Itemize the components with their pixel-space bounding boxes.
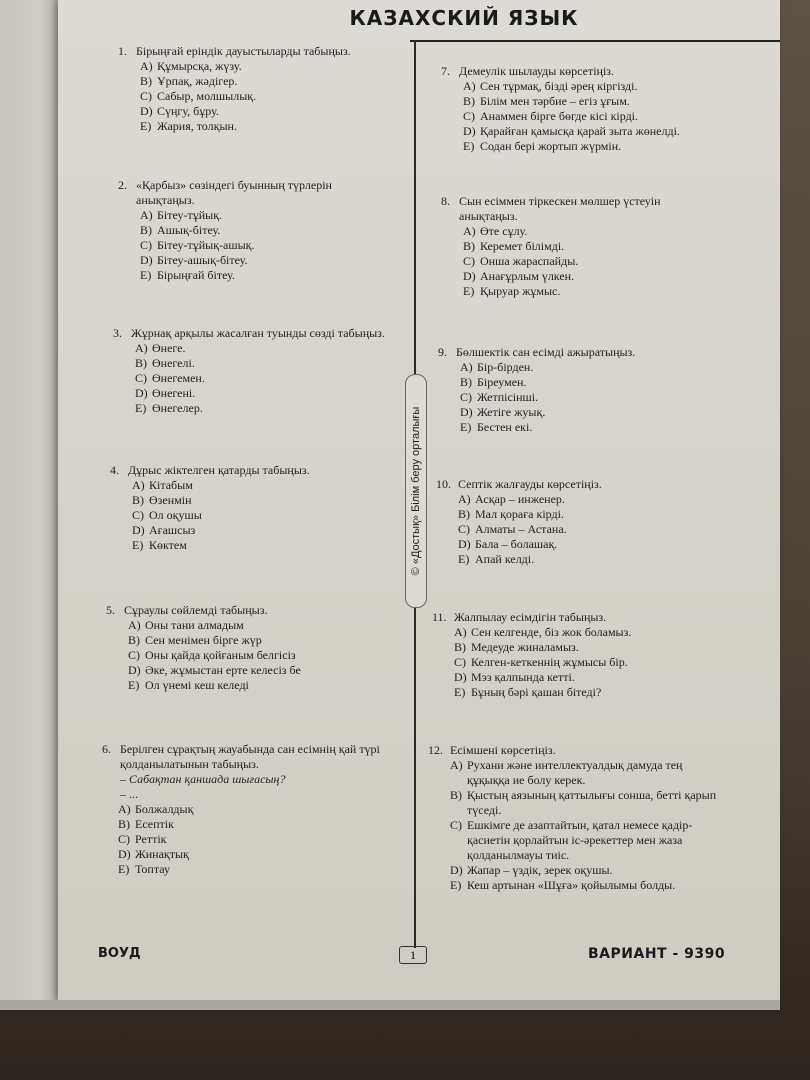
question-4: 4. Дұрыс жіктелген қатарды табыңыз. A) Кітабым B) Өзенмін C) Ол оқушы D) Ағашсыз E) Көктем [110,463,420,553]
question-7: 7. Демеулік шылауды көрсетіңіз. A) Сен тұрмақ, бізді әрең кіргізді. B) Білім мен тәрбие – егіз ұғым. C) Анаммен бірге бөгде кісі кірді. D) Қарайған қамысқа қарай зыта жөнелді. E) Содан бері жортып жүрмін. [441,64,751,154]
option-c: C) Өнегемен. [135,371,205,385]
footer-variant: ВАРИАНТ - 9390 [588,946,726,962]
option-b: B) Біреумен. [460,375,527,389]
page-edge [0,0,58,1000]
option-e: E) Өнегелер. [135,401,203,415]
option-d: D) Бітеу-ашық-бітеу. [140,253,248,267]
option-a: A) Асқар – инженер. [458,492,565,506]
option-b: B) Сен менімен бірге жүр [128,633,262,647]
option-e: E) Бұның бәрі қашан бітеді? [454,685,602,699]
option-b: B) Білім мен тәрбие – егіз ұғым. [463,94,630,108]
option-c: C) Бітеу-тұйық-ашық. [140,238,255,252]
option-c: C) Келген-кеткеннің жұмысы бір. [454,655,628,669]
copyright-label: © «Достық» Білім беру орталығы [405,374,427,608]
option-b: B) Медеуде жиналамыз. [454,640,579,654]
question-3: 3. Жұрнақ арқылы жасалған туынды сөзді табыңыз. A) Өнеге. B) Өнегелі. C) Өнегемен. D) Өнегені. E) Өнегелер. [113,326,423,416]
option-e: E) Содан бері жортып жүрмін. [463,139,622,153]
page-title: КАЗАХСКИЙ ЯЗЫК [349,6,579,30]
exam-page [58,0,780,1000]
option-e: E) Бірыңғай бітеу. [140,268,235,282]
option-a: A) Болжалдық [118,802,194,816]
answer-blank: – ... [120,787,138,801]
option-e: E) Қыруар жұмыс. [463,284,561,298]
option-c: C) Оны қайда қойғаным белгісіз [128,648,296,662]
question-12: 12. Есімшені көрсетіңіз. A) Рухани және интеллектуалдық дамуда тең құқыққа ие болу керек. B) Қыстың аязының қаттылығы сонша, бетті қарып түседі. C) Ешкімге де азаптайтын, қатал немесе қадір-қасиетін қорлайтын іс-әрекеттер мен жаза қолданылмауы тиіс. D) Жапар – үздік, зерек оқушы. E) Кеш артынан «Шұға» қойылымы болды. [428,743,728,893]
option-c: C) Алматы – Астана. [458,522,567,536]
footer-exam-code: ВОУД [98,946,141,961]
option-b: B) Есептік [118,817,174,831]
option-e: E) Апай келді. [458,552,535,566]
option-a: A) Құмырсқа, жүзу. [140,59,242,73]
option-c: C) Ешкімге де азаптайтын, қатал немесе қадір-қасиетін қорлайтын іс-әрекеттер мен жаза қолданылмауы тиіс. [450,818,693,862]
option-e: E) Кеш артынан «Шұға» қойылымы болды. [450,878,676,892]
option-b: B) Қыстың аязының қаттылығы сонша, бетті қарып түседі. [450,788,717,817]
option-e: E) Жария, толқын. [140,119,237,133]
option-a: A) Сен келгенде, біз жок боламыз. [454,625,632,639]
option-d: D) Әке, жұмыстан ерте келесіз бе [128,663,301,677]
option-d: D) Ағашсыз [132,523,196,537]
question-10: 10. Септік жалғауды көрсетіңіз. A) Асқар – инженер. B) Мал қораға кірді. C) Алматы – Астана. D) Бала – болашақ. E) Апай келді. [436,477,746,567]
option-b: B) Өнегелі. [135,356,195,370]
question-11: 11. Жалпылау есімдігін табыңыз. A) Сен келгенде, біз жок боламыз. B) Медеуде жиналамыз. C) Келген-кеткеннің жұмысы бір. D) Мэз қалпында кетті. E) Бұның бәрі қашан бітеді? [432,610,742,700]
page-number: 1 [399,946,427,964]
option-b: B) Мал қораға кірді. [458,507,564,521]
page-bottom-edge [0,1000,780,1010]
option-d: D) Сүңгу, бұру. [140,104,219,118]
option-c: C) Ол оқушы [132,508,202,522]
option-d: D) Анағұрлым үлкен. [463,269,575,283]
option-a: A) Рухани және интеллектуалдық дамуда тең құқыққа ие болу керек. [450,758,683,787]
option-d: D) Өнегені. [135,386,196,400]
option-c: C) Реттік [118,832,167,846]
option-c: C) Жетпісінші. [460,390,539,404]
question-6: 6. Берілген сұрақтың жауабында сан есімнің қай түрі қолданылатынын табыңыз. – Сабақтан қаншада шығасың? – ... A) Болжалдық B) Есептік C) Реттік D) Жинақтық E) Топтау [102,742,402,877]
question-9: 9. Бөлшектік сан есімді ажыратыңыз. A) Бір-бірден. B) Біреумен. C) Жетпісінші. D) Жетіге жуық. E) Бестен екі. [438,345,748,435]
option-c: C) Онша жараспайды. [463,254,579,268]
option-e: E) Көктем [132,538,187,552]
question-1: 1. Бірыңғай еріндік дауыстыларды табыңыз. A) Құмырсқа, жүзу. B) Ұрпақ, жәдігер. C) Сабыр, молшылық. D) Сүңгу, бұру. E) Жария, толқын. [118,44,428,134]
question-5: 5. Сұраулы сөйлемді табыңыз. A) Оны тани алмадым B) Сен менімен бірге жүр C) Оны қайда қойғаным белгісіз D) Әке, жұмыстан ерте келесіз бе E) Ол үнемі кеш келеді [106,603,416,693]
option-d: D) Жапар – үздік, зерек оқушы. [450,863,613,877]
option-b: B) Ұрпақ, жәдігер. [140,74,238,88]
question-prompt: – Сабақтан қаншада шығасың? [120,772,286,786]
option-d: D) Мэз қалпында кетті. [454,670,575,684]
option-b: B) Керемет білімді. [463,239,565,253]
option-a: A) Өте сұлу. [463,224,528,238]
option-d: D) Жинақтық [118,847,189,861]
option-d: D) Жетіге жуық. [460,405,546,419]
option-c: C) Анаммен бірге бөгде кісі кірді. [463,109,639,123]
option-a: A) Сен тұрмақ, бізді әрең кіргізді. [463,79,638,93]
question-8: 8. Сын есіммен тіркескен мөлшер үстеуін анықтаңыз. A) Өте сұлу. B) Керемет білімді. C) Онша жараспайды. D) Анағұрлым үлкен. E) Қыруар жұмыс. [441,194,711,299]
option-a: A) Оны тани алмадым [128,618,244,632]
option-a: A) Кітабым [132,478,193,492]
option-c: C) Сабыр, молшылық. [140,89,257,103]
option-b: B) Ашық-бітеу. [140,223,221,237]
option-d: D) Бала – болашақ. [458,537,558,551]
option-e: E) Бестен екі. [460,420,533,434]
option-e: E) Топтау [118,862,170,876]
option-e: E) Ол үнемі кеш келеді [128,678,249,692]
question-2: 2. «Қарбыз» сөзіндегі буынның түрлерін анықтаңыз. A) Бітеу-тұйық. B) Ашық-бітеу. C) Бітеу-тұйық-ашық. D) Бітеу-ашық-бітеу. E) Бірыңғай бітеу. [118,178,368,283]
header-rule [410,40,780,42]
option-a: A) Бір-бірден. [460,360,534,374]
option-a: A) Бітеу-тұйық. [140,208,223,222]
option-a: A) Өнеге. [135,341,186,355]
option-b: B) Өзенмін [132,493,192,507]
option-d: D) Қарайған қамысқа қарай зыта жөнелді. [463,124,680,138]
